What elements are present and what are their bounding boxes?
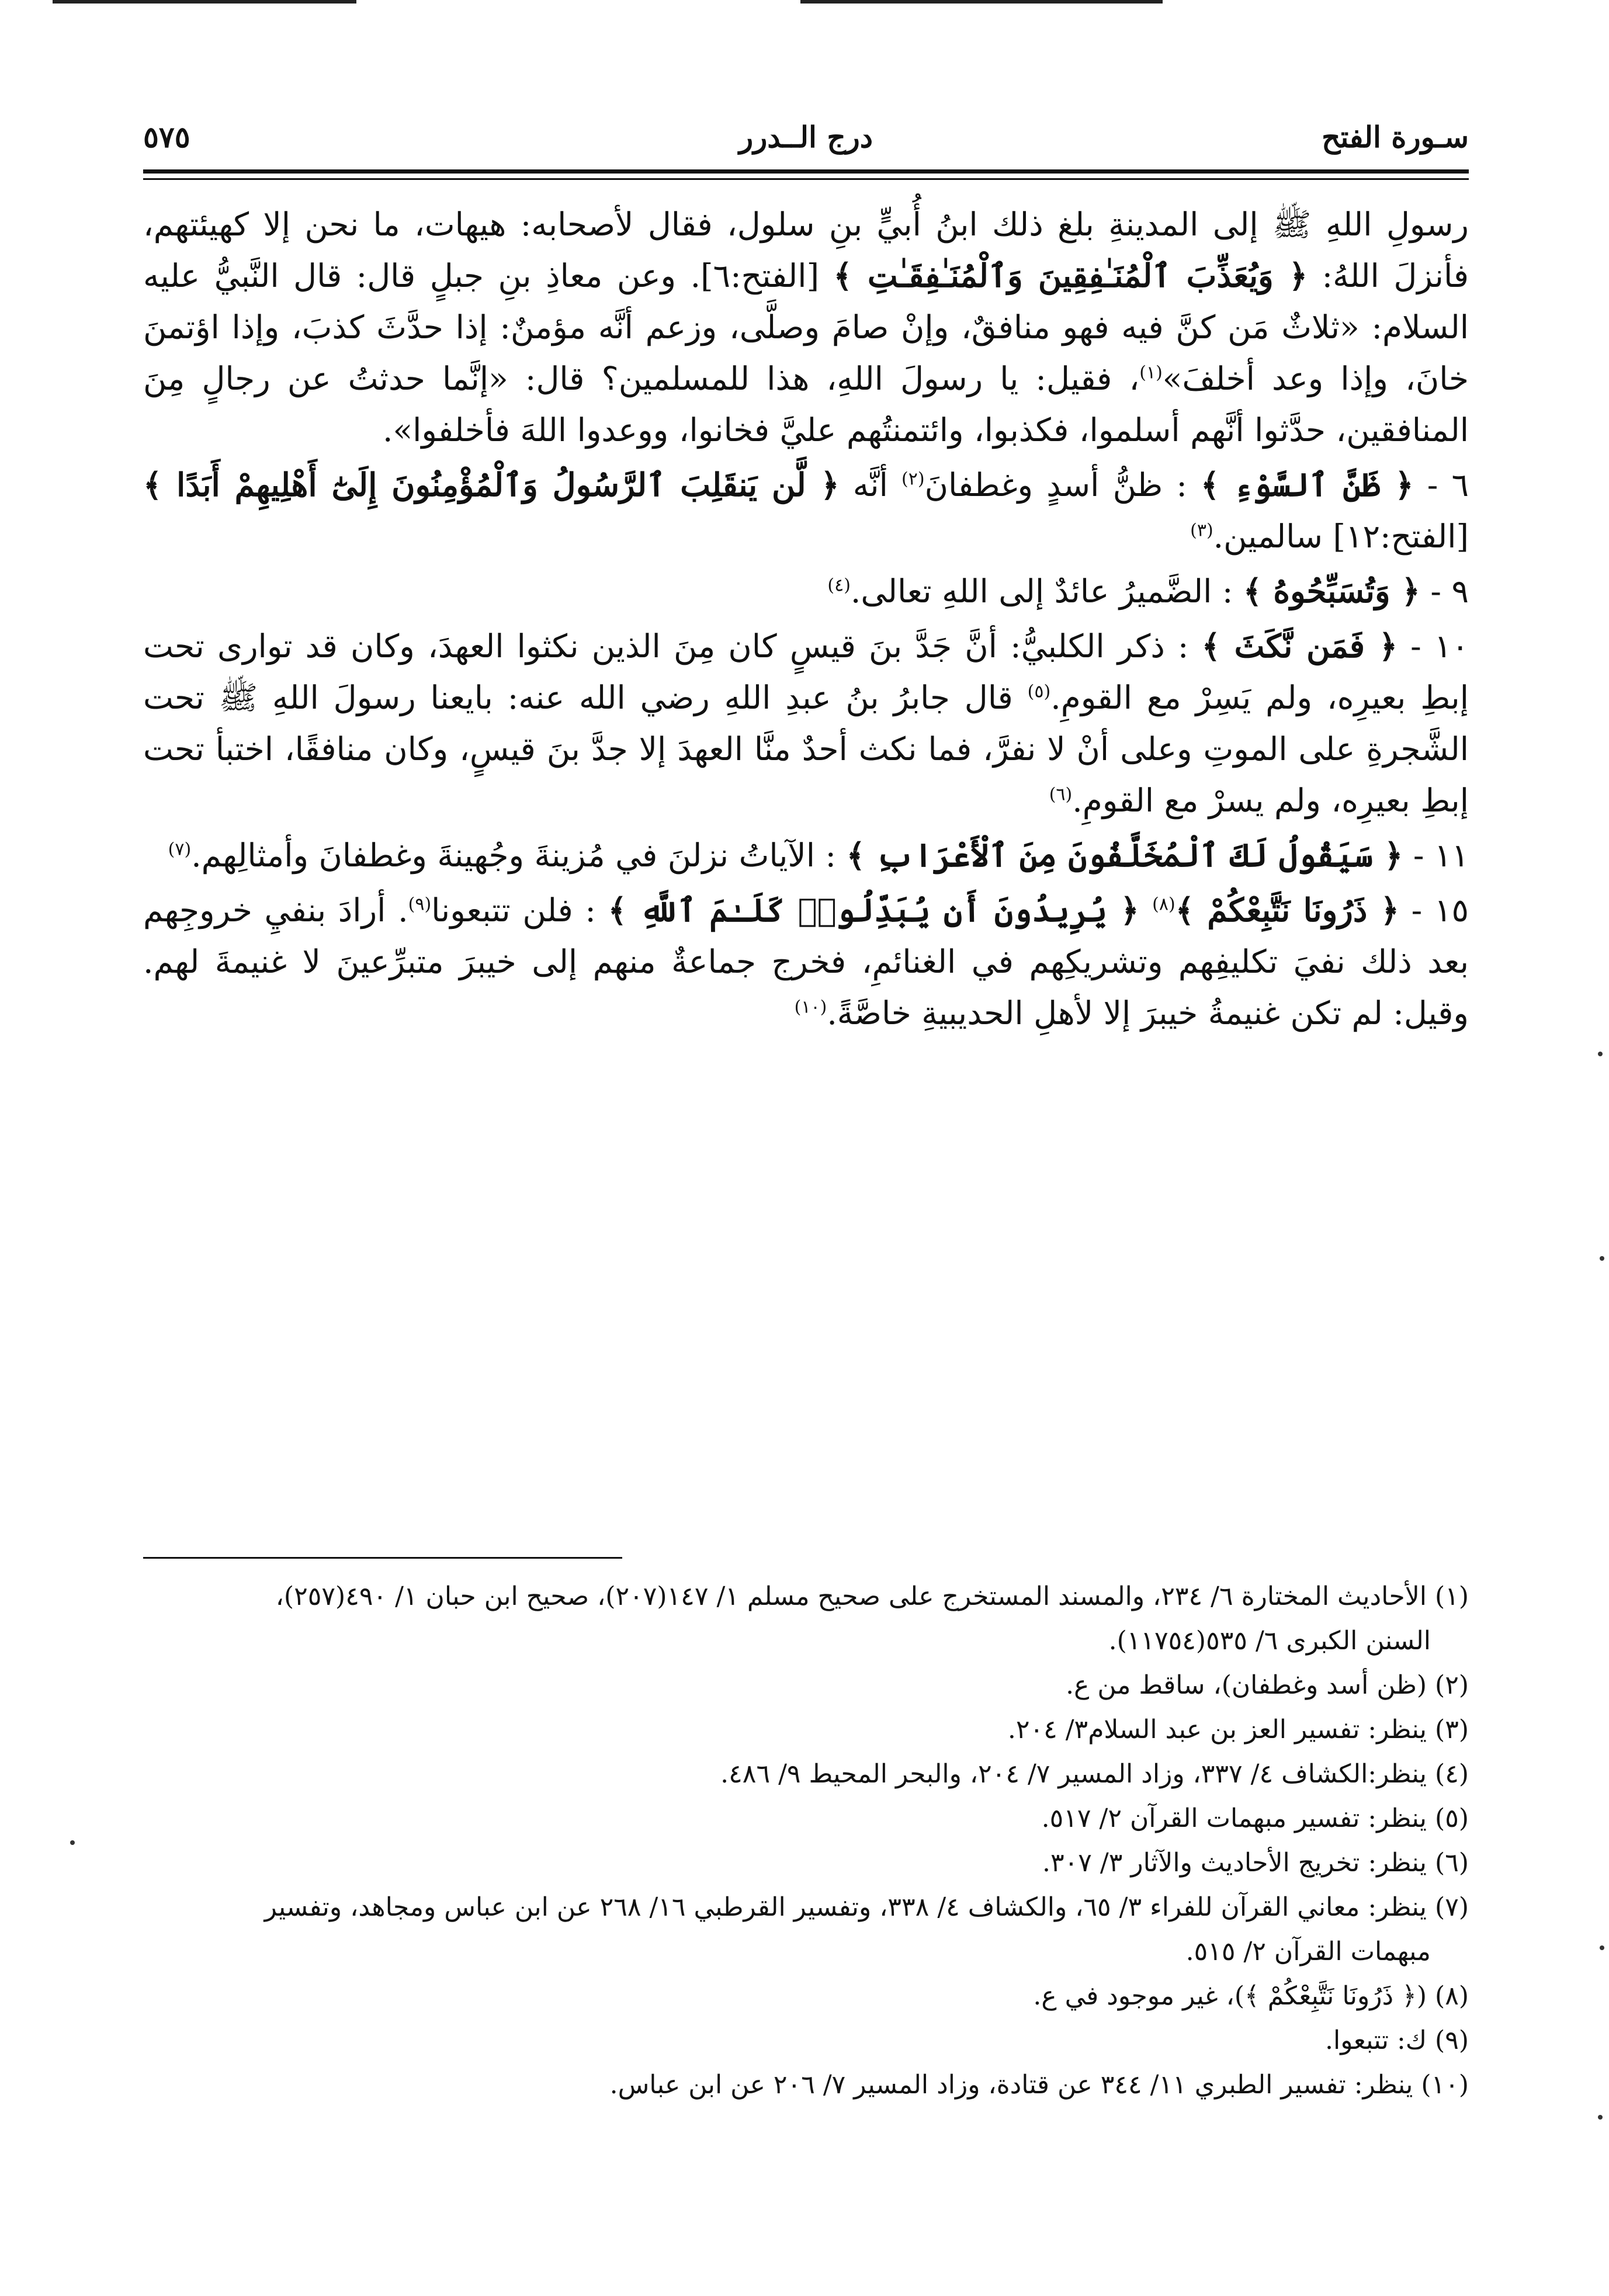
- header-book-title: درج الــدرر: [738, 120, 873, 154]
- footnote-2: (٢) (ظن أسد وغطفان)، ساقط من ع.: [1066, 1670, 1469, 1700]
- footnote-text-continued: السنن الكبرى ٦/ ٥٣٥(١١٧٥٤).: [1108, 1626, 1431, 1656]
- quran-verse: ﴿ ظَنَّ ٱلسَّوْءِ ﴾: [1201, 466, 1414, 504]
- footnote-3: (٣) ينظر: تفسير العز بن عبد السلام٣/ ٢٠٤.: [1007, 1715, 1469, 1744]
- entry-verse-9: [143, 566, 1469, 617]
- footnote-ref[interactable]: (٢): [901, 469, 925, 490]
- footnote-text-continued: مبهمات القرآن ٢/ ٥١٥.: [1185, 1937, 1431, 1966]
- quran-verse: ﴿ يُرِيدُونَ أَن يُبَدِّلُوا۟ كَلَـٰمَ ٱللَّهِ ﴾: [608, 891, 1153, 929]
- entry-text: قال جابرُ بنُ عبدِ اللهِ رضي الله عنه: بايعنا رسولَ اللهِ ﷺ تحت الشَّجرةِ على الموتِ وعلى أنْ لا نفرَّ، فما نكث أحدٌ منَّا العهدَ إلا جدَّ بنَ قيسٍ، وكان منافقًا، اختبأ تحت إبطِ بعيرِه، ولم يسرْ مع القومِ.: [143, 679, 1469, 819]
- footnote-separator: [143, 1557, 622, 1559]
- entry-number: ٦ -: [1413, 466, 1469, 504]
- footnote-ref[interactable]: (١٠): [794, 997, 827, 1018]
- header-surah-title: سـورة الفتح: [1322, 120, 1469, 154]
- scan-speck: [1598, 2115, 1603, 2120]
- entry-number: ٩ -: [1420, 573, 1469, 610]
- running-header: [143, 117, 1469, 164]
- footnote-ref[interactable]: (٦): [1049, 784, 1073, 805]
- footnote-ref[interactable]: (٣): [1190, 520, 1213, 541]
- footnote-text: (٧) ينظر: معاني القرآن للفراء ٣/ ٦٥، والكشاف ٤/ ٣٣٨، وتفسير القرطبي ١٦/ ٢٦٨ عن ابن عباس ومجاهد، وتفسير: [264, 1892, 1469, 1922]
- page-number: ٥٧٥: [143, 120, 190, 154]
- paragraph-continuation: [143, 199, 1469, 456]
- quran-verse: ﴿ ذَرُونَا نَتَّبِعْكُمْ ﴾: [1175, 891, 1399, 929]
- footnotes: [143, 1574, 1469, 2107]
- scan-speck: [70, 1840, 75, 1845]
- header-rule-thick: [143, 169, 1469, 174]
- footnote-6: (٦) ينظر: تخريج الأحاديث والآثار ٣/ ٣٠٧.: [1042, 1848, 1469, 1878]
- entry-text: : الضَّميرُ عائدٌ إلى اللهِ تعالى.: [850, 573, 1243, 610]
- footnote-ref[interactable]: (٨): [1152, 894, 1175, 915]
- scan-speck: [1598, 1052, 1603, 1056]
- footnote-10: (١٠) ينظر: تفسير الطبري ١١/ ٣٤٤ عن قتادة، وزاد المسير ٧/ ٢٠٦ عن ابن عباس.: [609, 2070, 1469, 2100]
- footnote-8: (٨) (﴿ ذَرُونَا نَتَّبِعْكُمْ ﴾)، غير موجود في ع.: [1033, 1981, 1469, 2011]
- quran-verse: ﴿ لَّن يَنقَلِبَ ٱلرَّسُولُ وَٱلْمُؤْمِنُونَ إِلَىٰٓ أَهْلِيهِمْ أَبَدًا ﴾: [143, 466, 840, 504]
- entry-number: ١١ -: [1403, 837, 1469, 874]
- header-rule-thin: [143, 178, 1469, 180]
- paragraph-text: ، فقيل: يا رسولَ اللهِ، هذا للمسلمين؟ قال: «إنَّما حدثتُ عن رجالٍ مِنَ المنافقين، حدَّثوا أنَّهم أسلموا، فكذبوا، وائتمنتُهم عليَّ فخانوا، ووعدوا اللهَ فأخلفوا».: [143, 360, 1469, 449]
- footnote-ref[interactable]: (١): [1139, 362, 1163, 383]
- entry-text: : ذكر الكلبيُّ: أنَّ جَدَّ بنَ قيسٍ كان مِنَ الذين نكثوا العهدَ، وكان قد توارى تحت إبطِ بعيرِه، ولم يَسِرْ مع القومِ.: [143, 627, 1469, 716]
- footnote-ref[interactable]: (٧): [168, 839, 192, 860]
- scan-speck: [1600, 1256, 1604, 1261]
- footnote-1: [143, 1574, 1469, 1663]
- footnote-9: (٩) ك: تتبعوا.: [1324, 2026, 1469, 2055]
- paragraph-text: [الفتح:٦]. وعن معاذِ بنِ جبلٍ قال: قال النَّبيُّ عليه السلام: «ثلاثٌ مَن كنَّ فيه فهو منافقٌ، وإنْ صامَ وصلَّى، وزعم أنَّه مؤمنٌ: إذا حدَّثَ كذبَ، وإذا اؤتمنَ خانَ، وإذا وعد أخلفَ»: [143, 257, 1469, 397]
- entry-number: ١٥ -: [1399, 892, 1469, 929]
- entry-verse-10: [143, 620, 1469, 826]
- entry-verse-11: [143, 830, 1469, 881]
- quran-verse: ﴿ وَيُعَذِّبَ ٱلْمُنَـٰفِقِينَ وَٱلْمُنَـٰفِقَـٰتِ ﴾: [833, 256, 1308, 294]
- quran-verse: ﴿ سَيَقُولُ لَكَ ٱلْمُخَلَّفُونَ مِنَ ٱلْأَعْرَابِ ﴾: [846, 836, 1403, 874]
- quran-verse: ﴿ فَمَن نَّكَثَ ﴾: [1201, 627, 1398, 665]
- main-text: [143, 199, 1469, 1039]
- entry-text: : الآياتُ نزلنَ في مُزينةَ وجُهينةَ وغطفانَ وأمثالِهم.: [191, 837, 847, 874]
- footnote-ref[interactable]: (٤): [827, 575, 851, 596]
- quran-verse: ﴿ وَتُسَبِّحُوهُ ﴾: [1243, 572, 1420, 610]
- footnote-text: (١) الأحاديث المختارة ٦/ ٢٣٤، والمسند المستخرج على صحيح مسلم ١/ ١٤٧(٢٠٧)، صحيح ابن حبان ١/ ٤٩٠(٢٥٧)،: [275, 1581, 1469, 1611]
- entry-verse-15: [143, 885, 1469, 1039]
- top-edge-line-right: [800, 0, 1163, 4]
- footnote-5: (٥) ينظر: تفسير مبهمات القرآن ٢/ ٥١٧.: [1041, 1803, 1469, 1833]
- entry-text: . أرادَ بنفيِ خروجِهم بعد ذلك نفيَ تكليفِهم وتشريكِهم في الغنائمِ، فخرج جماعةٌ منهم إلى خيبرَ متبرِّعينَ لا غنيمةَ لهم. وقيل: لم تكن غنيمةُ خيبرَ إلا لأهلِ الحديبيةِ خاصَّةً.: [143, 892, 1469, 1032]
- top-edge-line-left: [53, 0, 356, 4]
- entry-text: : ظنُّ أسدٍ وغطفانَ: [924, 466, 1201, 504]
- footnote-7: [143, 1885, 1469, 1974]
- footnote-ref[interactable]: (٩): [408, 894, 432, 915]
- scan-speck: [1600, 1945, 1604, 1950]
- entry-text: أنَّه: [839, 466, 902, 504]
- footnote-ref[interactable]: (٥): [1027, 681, 1051, 702]
- entry-text: : فلن تتبعونا: [431, 892, 608, 929]
- footnote-4: (٤) ينظر:الكشاف ٤/ ٣٣٧، وزاد المسير ٧/ ٢٠٤، والبحر المحيط ٩/ ٤٨٦.: [720, 1759, 1469, 1789]
- paragraph-text: رسولِ اللهِ ﷺ إلى المدينةِ بلغ ذلك ابنُ أُبيٍّ بنِ سلول، فقال لأصحابه: هيهات، ما نحن إلا كهيئتهم، فأنزلَ اللهُ:: [143, 206, 1469, 294]
- entry-text: [الفتح:١٢] سالمين.: [1213, 518, 1469, 555]
- entry-number: ١٠ -: [1398, 627, 1469, 665]
- entry-verse-6: [143, 459, 1469, 562]
